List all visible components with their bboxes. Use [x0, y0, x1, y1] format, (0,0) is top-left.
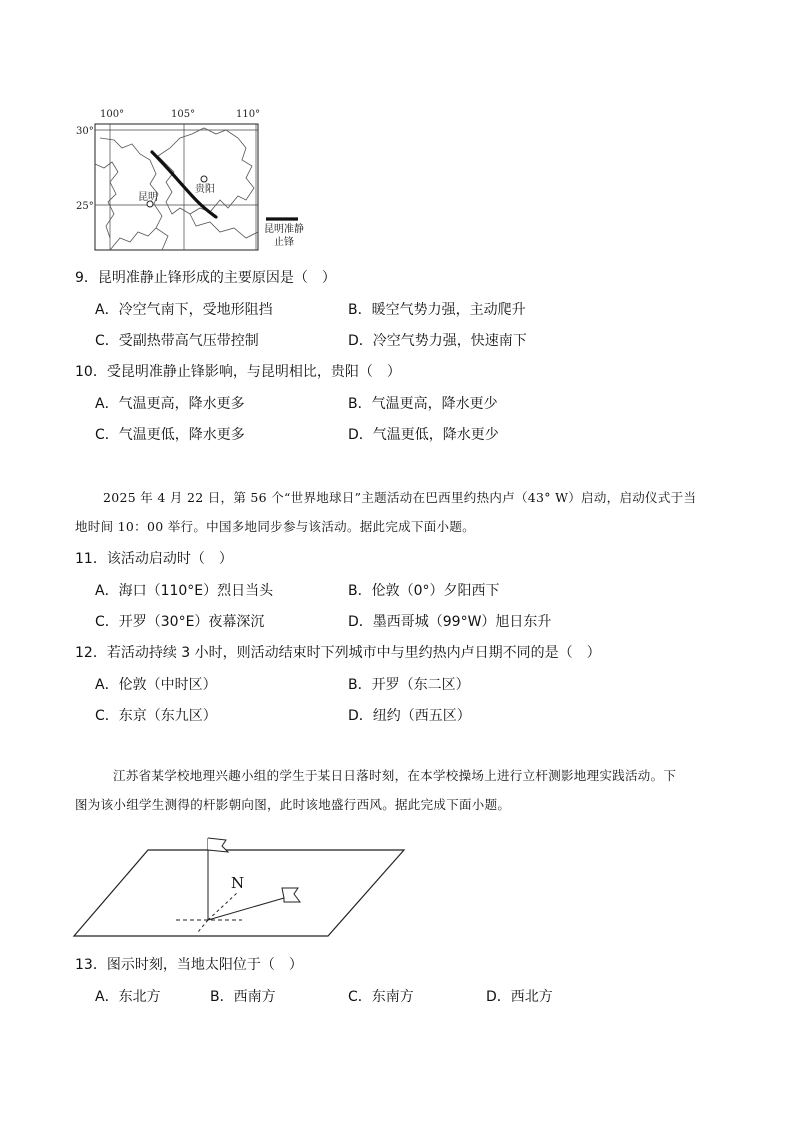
lat-label-30: 30°: [76, 126, 94, 137]
question-12-option-d[interactable]: D．纽约（西五区）: [348, 708, 471, 724]
question-10-option-d[interactable]: D．气温更低，降水更少: [348, 427, 499, 443]
question-11-option-a[interactable]: A．海口（110°E）烈日当头: [95, 583, 274, 599]
north-label: N: [231, 874, 245, 892]
lon-label-110: 110°: [236, 109, 261, 120]
intro2-line-1: 江苏省某学校地理兴趣小组的学生于某日日落时刻，在本学校操场上进行立杆测影地理实践活动。下: [113, 768, 677, 783]
boundary-line-3: [110, 228, 156, 250]
question-12-option-a[interactable]: A．伦敦（中时区）: [95, 677, 217, 693]
intro-line-2: 地时间 10：00 举行。中国多地同步参与该活动。据此完成下面小题。: [75, 519, 475, 534]
ground-plane: [74, 850, 404, 936]
boundary-line-4: [95, 162, 118, 238]
question-13-option-a[interactable]: A．东北方: [95, 989, 161, 1005]
question-10-option-a[interactable]: A．气温更高，降水更多: [95, 396, 245, 412]
boundary-line-2: [190, 214, 258, 238]
legend-label-line2: 止锋: [274, 237, 294, 248]
intro-line-1: 2025 年 4 月 22 日，第 56 个“世界地球日”主题活动在巴西里约热内卢（43° W）启动，启动仪式于当: [103, 490, 697, 505]
material-intro-shadow-activity: [75, 766, 735, 815]
question-9-option-c[interactable]: C．受副热带高气压带控制: [95, 333, 259, 349]
city-label-kunming: 昆明: [138, 192, 158, 203]
question-10-option-c[interactable]: C．气温更低，降水更多: [95, 427, 245, 443]
question-10-stem: 10．受昆明准静止锋影响，与昆明相比，贵阳（ ）: [75, 364, 401, 380]
pole-flag: [208, 838, 228, 852]
material-intro-earth-day: [75, 488, 735, 537]
lon-label-105: 105°: [171, 109, 196, 120]
question-12-option-c[interactable]: C．东京（东九区）: [95, 708, 217, 724]
legend-label: [256, 223, 312, 249]
question-9-option-b[interactable]: B．暖空气势力强，主动爬升: [348, 302, 526, 318]
map-figure: [70, 104, 320, 254]
question-12-stem: 12．若活动持续 3 小时，则活动结束时下列城市中与里约热内卢日期不同的是（ ）: [75, 645, 601, 661]
question-13-stem: 13．图示时刻，当地太阳位于（ ）: [75, 957, 303, 973]
shadow-line: [208, 898, 284, 920]
question-13-option-d[interactable]: D．西北方: [486, 989, 553, 1005]
shadow-flag: [282, 888, 300, 902]
pole-shadow-svg: [70, 836, 410, 940]
question-11-option-c[interactable]: C．开罗（30°E）夜幕深沉: [95, 614, 265, 630]
question-9-stem: 9．昆明准静止锋形成的主要原因是（ ）: [75, 270, 336, 286]
question-13-option-b[interactable]: B．西南方: [210, 989, 276, 1005]
question-11-option-b[interactable]: B．伦敦（0°）夕阳西下: [348, 583, 500, 599]
question-12-option-b[interactable]: B．开罗（东二区）: [348, 677, 470, 693]
intro2-line-2: 图为该小组学生测得的杆影朝向图，此时该地盛行西风。据此完成下面小题。: [75, 797, 511, 812]
legend-label-line1: 昆明准静: [264, 224, 304, 235]
question-13-option-c[interactable]: C．东南方: [348, 989, 414, 1005]
question-9-option-a[interactable]: A．冷空气南下，受地形阻挡: [95, 302, 273, 318]
question-11-option-d[interactable]: D．墨西哥城（99°W）旭日东升: [348, 614, 552, 630]
south-dashed-line: [198, 920, 208, 932]
lat-label-25: 25°: [76, 201, 94, 212]
pole-shadow-diagram: [70, 836, 410, 940]
question-10-option-b[interactable]: B．气温更高，降水更少: [348, 396, 498, 412]
guiyang-marker: [201, 176, 207, 182]
lon-label-100: 100°: [100, 109, 125, 120]
city-label-guiyang: 贵阳: [195, 184, 215, 195]
map-frame: [95, 124, 258, 250]
question-11-stem: 11．该活动启动时（ ）: [75, 551, 233, 567]
question-9-option-d[interactable]: D．冷空气势力强，快速南下: [348, 333, 527, 349]
guizhou-boundary: [158, 128, 254, 214]
